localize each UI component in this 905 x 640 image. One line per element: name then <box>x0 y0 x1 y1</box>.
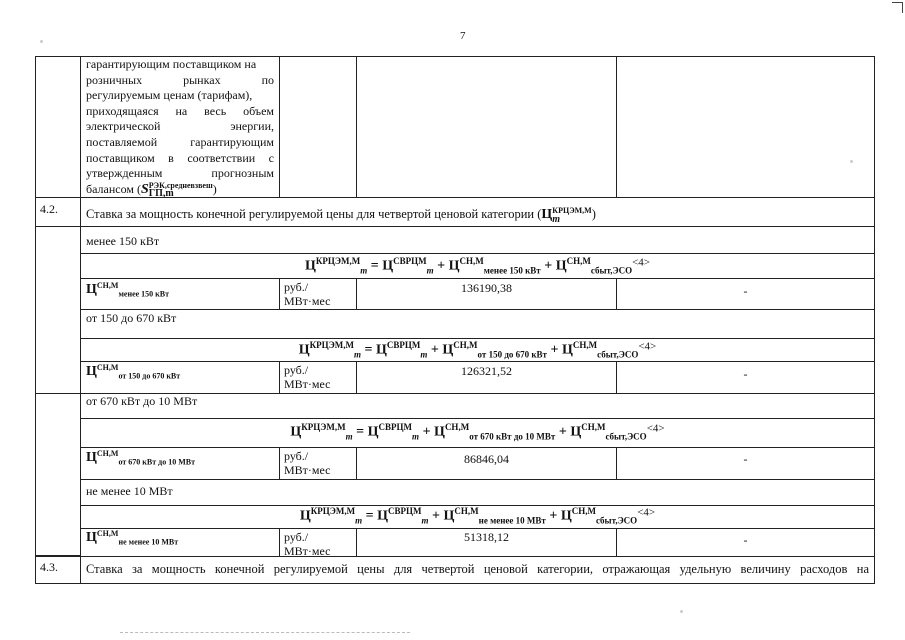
unit-line: МВт·мес <box>284 294 331 308</box>
subscript <box>412 431 419 441</box>
index-m: m <box>421 515 429 526</box>
subscript <box>420 349 427 359</box>
superscript: СН,М <box>459 256 484 266</box>
superscript: СН,М <box>453 340 478 350</box>
subscript: не менее 10 МВт <box>478 515 546 526</box>
superscript: СН,М <box>96 449 119 458</box>
formula <box>80 422 875 441</box>
text-line: поставляемой гарантирующим <box>86 134 274 149</box>
subscript: менее 150 кВт <box>483 265 541 276</box>
rate-dash: - <box>743 452 748 466</box>
equals: = <box>365 508 374 524</box>
superscript: КРЦЭМ,М <box>552 206 592 215</box>
subscript: от 670 кВт до 10 МВт <box>469 431 556 442</box>
subscript: менее 150 кВт <box>118 289 170 299</box>
symbol: Ц <box>448 258 460 274</box>
plus: + <box>430 342 439 358</box>
plus: + <box>422 424 431 440</box>
index-column <box>35 393 81 556</box>
rate-symbol <box>86 281 169 298</box>
rate-dash: - <box>743 533 748 547</box>
unit <box>284 449 330 477</box>
index-m: m <box>360 265 368 276</box>
text-fragment: ) <box>212 181 217 196</box>
unit-line: руб./ <box>284 530 309 544</box>
superscript: КРЦЭМ,М <box>310 506 356 516</box>
index-m: m <box>355 515 363 526</box>
formula <box>80 256 875 275</box>
symbol: Ц <box>86 450 97 465</box>
section-title: Ставка за мощность конечной регулируемой цены для четвертой ценовой категории, отражающая удельную величину расходов на <box>86 562 869 576</box>
superscript: КРЦЭМ,М <box>315 256 361 266</box>
text-line: электрической энергии, <box>86 119 274 134</box>
subscript: от 150 до 670 кВт <box>477 349 547 360</box>
superscript: СН,М <box>444 422 470 432</box>
superscript: КРЦЭМ,М <box>301 422 346 432</box>
text-line <box>86 182 274 198</box>
symbol: Ц <box>298 342 310 358</box>
text-line: поставщиком в соответствии с <box>86 150 274 165</box>
section-number: 4.2. <box>40 202 58 216</box>
footnote-ref: <4> <box>637 506 656 519</box>
rate-symbol <box>86 529 178 546</box>
rate-symbol <box>86 363 180 380</box>
superscript: СВРЦМ <box>378 422 413 432</box>
section-title <box>86 206 596 224</box>
index-m: m <box>420 349 428 360</box>
subscript: сбыт,ЭСО <box>595 515 638 526</box>
symbol: Ц <box>561 342 573 358</box>
formula <box>80 340 875 359</box>
plus: + <box>544 258 553 274</box>
superscript: СН,М <box>96 529 119 538</box>
symbol: Ц <box>570 424 582 440</box>
symbol: Ц <box>434 424 445 440</box>
rate-dash: - <box>743 367 748 381</box>
text-line: регулируемым ценам (тарифам), <box>86 88 253 103</box>
superscript: СН,М <box>572 340 598 350</box>
subsection-label: не менее 10 МВт <box>86 484 173 498</box>
index-m: m <box>345 431 353 442</box>
symbol: Ц <box>305 258 316 274</box>
text-line: гарантирующим поставщиком на <box>86 57 257 71</box>
symbol: Ц <box>541 206 553 222</box>
subsection-label: от 150 до 670 кВт <box>86 311 177 325</box>
unit <box>284 363 330 391</box>
rate-value: 51318,12 <box>464 530 509 544</box>
superscript: СН,М <box>96 281 119 290</box>
symbol: Ц <box>375 342 387 358</box>
subscript <box>427 265 434 275</box>
equals: = <box>370 258 379 274</box>
title-text: Ставка за мощность конечной регулируемой цены для четвертой ценовой категории ( <box>86 206 542 221</box>
formula <box>80 506 875 525</box>
subscript: сбыт,ЭСО <box>605 431 647 442</box>
scan-speck <box>680 610 683 613</box>
rate-value: 126321,52 <box>461 364 512 378</box>
symbol: Ц <box>86 530 97 545</box>
symbol: Ц <box>555 258 567 274</box>
title-text: ) <box>591 206 596 221</box>
section-number: 4.3. <box>40 560 58 574</box>
page-number: 7 <box>460 30 466 42</box>
unit-line: руб./ <box>284 363 309 377</box>
text-fragment: балансом ( <box>86 181 141 196</box>
superscript: СВРЦМ <box>388 506 422 516</box>
footnote-ref: <4> <box>646 422 665 435</box>
plus: + <box>432 508 441 524</box>
symbol: Ц <box>299 508 311 524</box>
scan-artifact <box>120 632 410 634</box>
subsection-label: от 670 кВт до 10 МВт <box>86 394 198 408</box>
subscript: сбыт,ЭСО <box>590 265 633 276</box>
subsection-label: менее 150 кВт <box>86 234 160 248</box>
subscript <box>355 515 362 525</box>
plus: + <box>550 342 559 358</box>
symbol: Ц <box>443 508 455 524</box>
rate-value: 86846,04 <box>464 452 509 466</box>
symbol: S <box>140 181 149 197</box>
equals: = <box>364 342 373 358</box>
superscript: СН,М <box>566 256 591 266</box>
superscript: КРЦЭМ,М <box>309 340 354 350</box>
unit <box>284 280 330 308</box>
index-m: m <box>426 265 434 276</box>
superscript: СН,М <box>571 506 596 516</box>
subscript: m <box>552 214 561 225</box>
text-line: розничных рынках по <box>86 72 274 87</box>
footnote-ref: <4> <box>638 340 657 353</box>
unit-line: МВт·мес <box>284 377 331 391</box>
superscript: СВРЦМ <box>386 340 421 350</box>
plus: + <box>437 258 446 274</box>
subscript <box>422 515 429 525</box>
unit <box>284 530 330 558</box>
corner-mark <box>892 2 903 13</box>
symbol-index <box>149 182 213 198</box>
subscript: не менее 10 МВт <box>118 537 179 547</box>
unit-line: руб./ <box>284 280 309 294</box>
subscript <box>360 265 367 275</box>
index-column <box>35 226 81 394</box>
unit-line: МВт·мес <box>284 463 331 477</box>
symbol: Ц <box>86 364 97 379</box>
subscript: от 670 кВт до 10 МВт <box>118 457 196 467</box>
plus: + <box>558 424 567 440</box>
unit-line: МВт·мес <box>284 544 331 558</box>
subscript: от 150 до 670 кВт <box>118 371 181 381</box>
symbol: Ц <box>382 258 394 274</box>
plus: + <box>549 508 558 524</box>
superscript: СН,М <box>454 506 479 516</box>
subscript: ГП,m <box>148 188 174 199</box>
superscript: СН,М <box>96 363 119 372</box>
text-line: утвержденным прогнозным <box>86 166 274 181</box>
subscript <box>346 431 353 441</box>
superscript: СН,М <box>581 422 606 432</box>
scan-speck <box>40 40 43 43</box>
symbol: Ц <box>560 508 572 524</box>
superscript: СВРЦМ <box>393 256 427 266</box>
symbol: Ц <box>86 282 97 297</box>
symbol: Ц <box>367 424 379 440</box>
subscript <box>354 349 361 359</box>
text-line: приходящаяся на весь объем <box>86 103 274 118</box>
symbol-index <box>552 206 591 224</box>
index-m: m <box>353 349 361 360</box>
symbol: Ц <box>377 508 389 524</box>
index-m: m <box>412 431 420 442</box>
top-block-text <box>86 57 274 198</box>
symbol: Ц <box>290 424 302 440</box>
unit-line: руб./ <box>284 449 309 463</box>
rate-symbol <box>86 449 195 466</box>
rate-value: 136190,38 <box>461 281 512 295</box>
superscript: РЭК,средневзвеш <box>148 181 213 190</box>
equals: = <box>356 424 365 440</box>
rate-dash: - <box>743 284 748 298</box>
footnote-ref: <4> <box>632 256 650 269</box>
subscript: сбыт,ЭСО <box>597 349 639 360</box>
symbol: Ц <box>442 342 454 358</box>
